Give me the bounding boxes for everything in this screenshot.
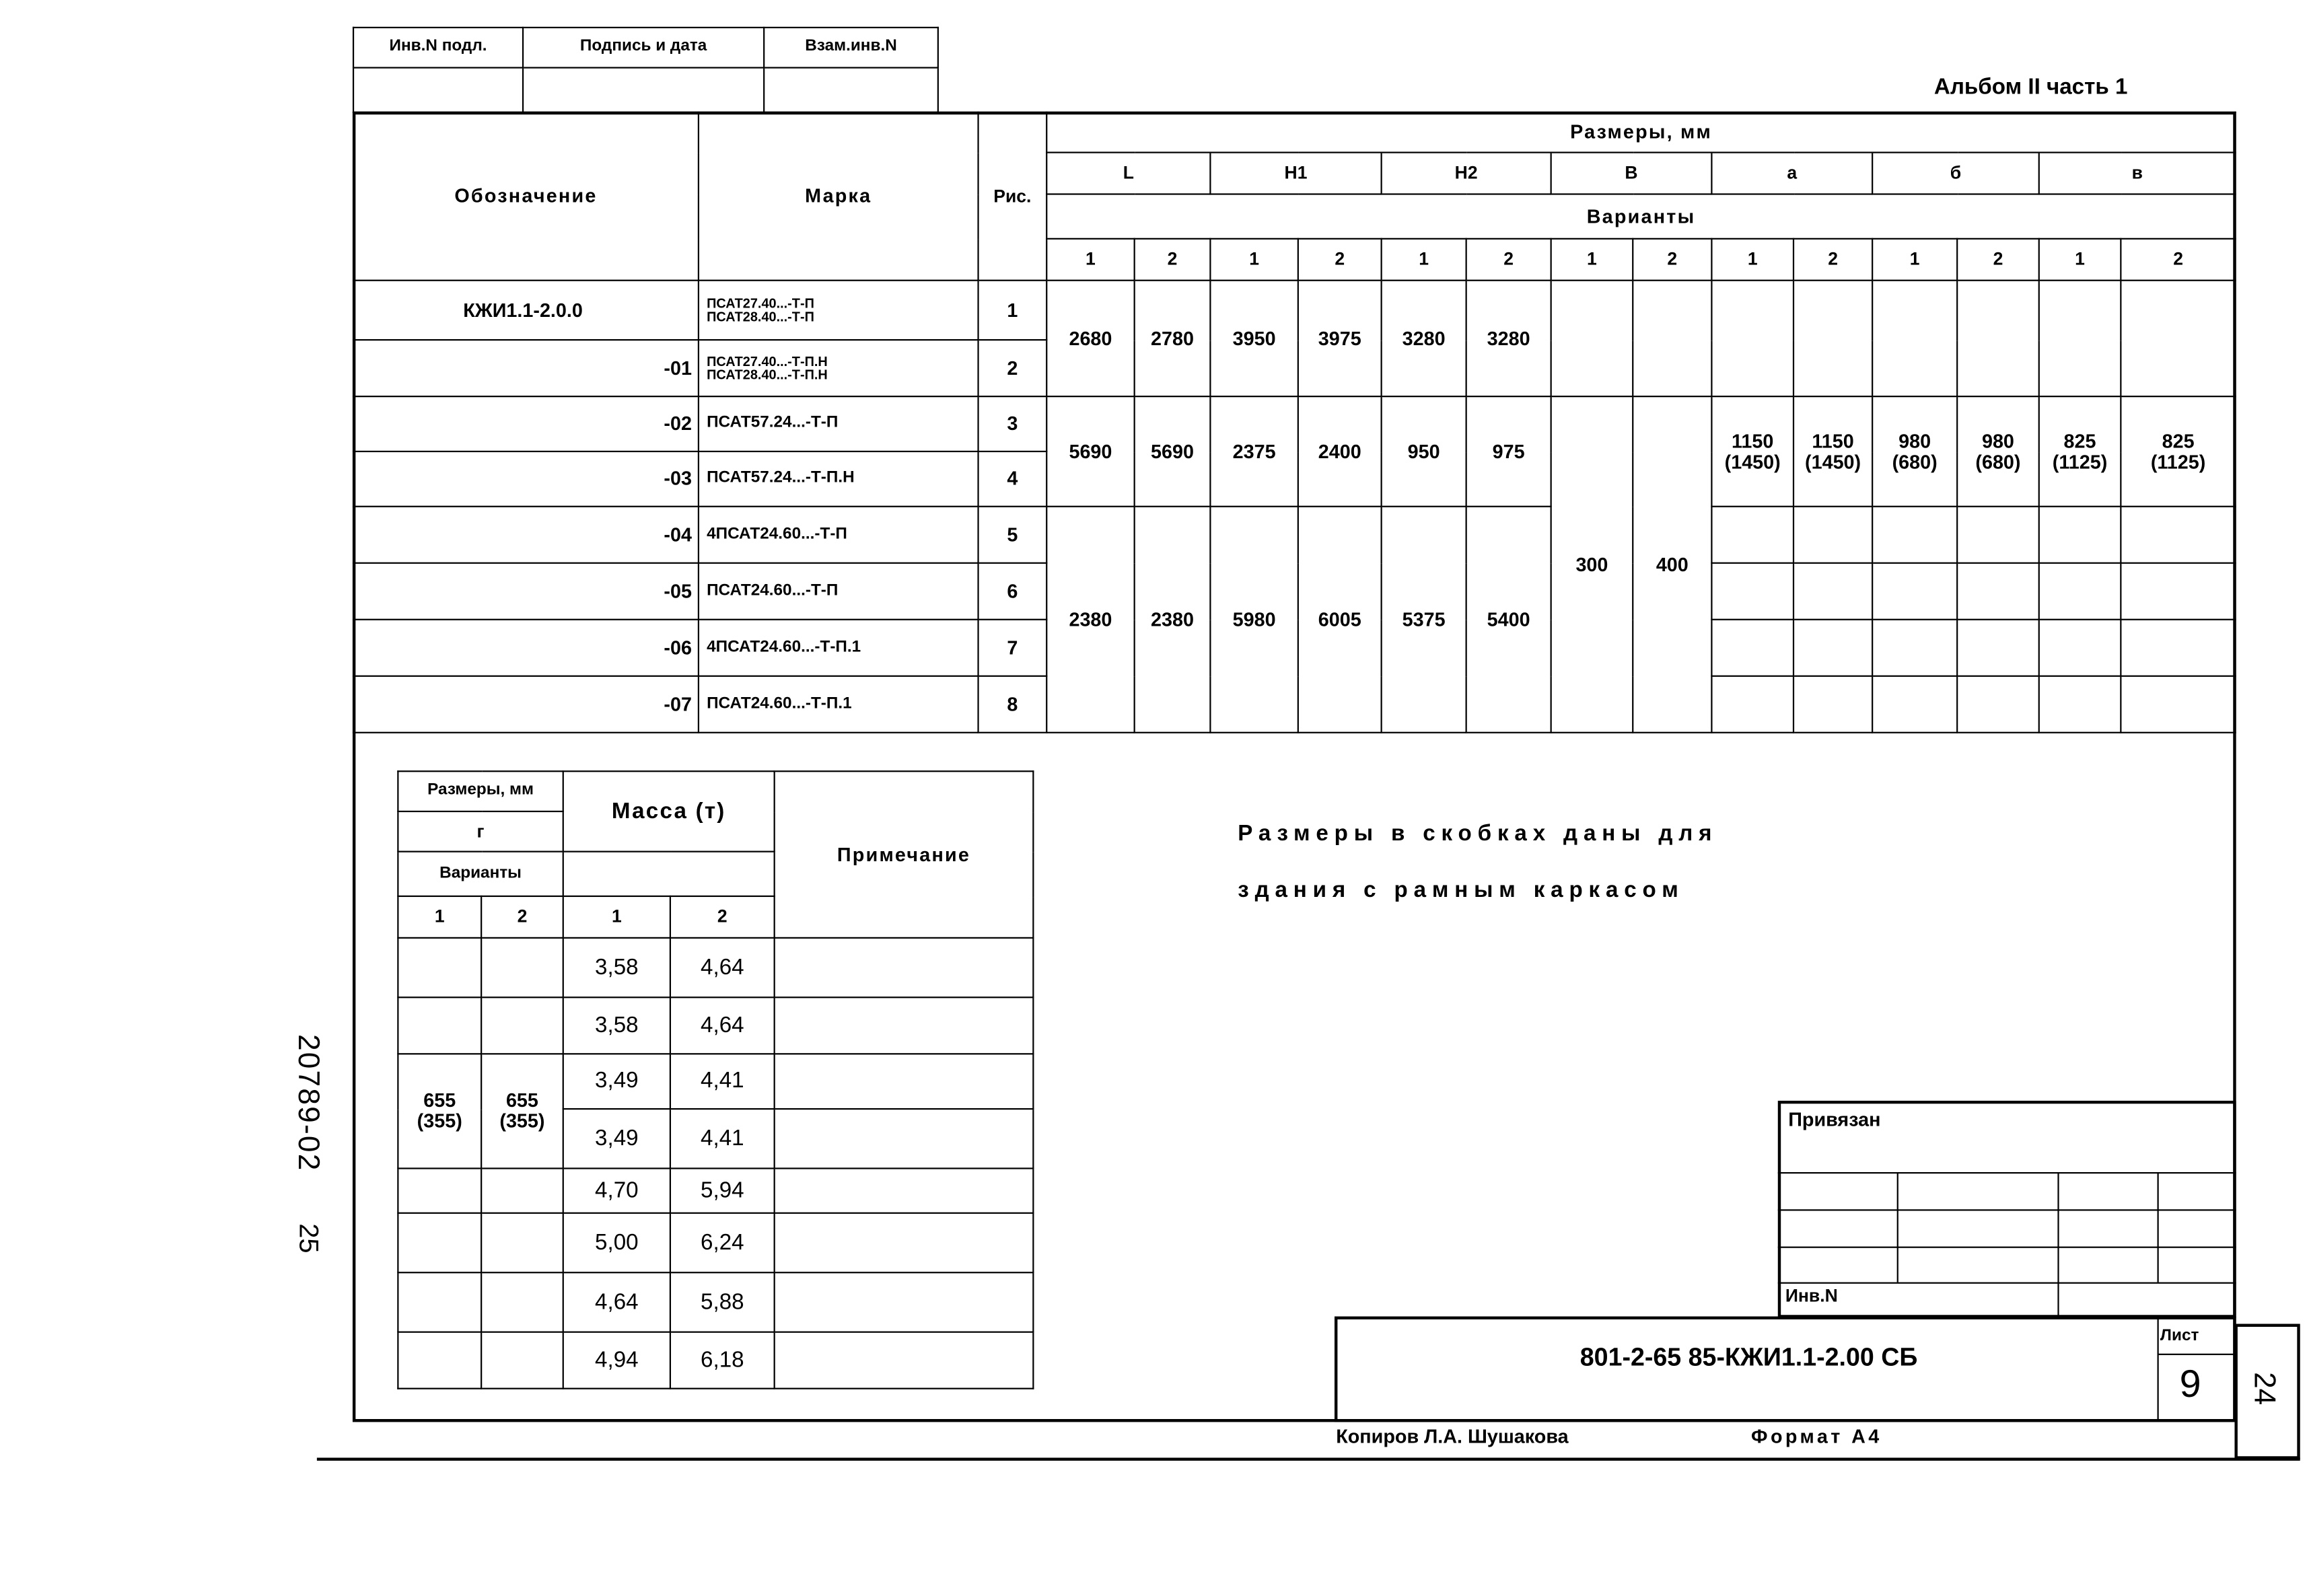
- mark-cell: ПСАТ27.40...-Т-П.Н ПСАТ28.40...-Т-П.Н: [699, 340, 979, 396]
- privyazan-label: Привязан: [1788, 1108, 1881, 1131]
- g-cell: [398, 1272, 481, 1332]
- dimension-value: 3975: [1298, 281, 1382, 396]
- header-designation: Обозначение: [353, 112, 699, 281]
- header-sizes: Размеры, мм: [1046, 112, 2236, 153]
- header-variant-num: 1: [1872, 239, 1957, 281]
- header-variant-num: 2: [1135, 239, 1211, 281]
- stamp-cell: [764, 68, 938, 112]
- abv-cell: [2121, 563, 2236, 620]
- note-cell: [775, 1272, 1034, 1332]
- album-label: Альбом II часть 1: [1933, 74, 2128, 100]
- fig-cell: 8: [979, 676, 1047, 733]
- header-mark: Марка: [699, 112, 979, 281]
- abv-cell: [1957, 507, 2039, 563]
- header-variant-num: 1: [1382, 239, 1466, 281]
- page-number: 24: [2247, 1372, 2281, 1406]
- fig-cell: 1: [979, 281, 1047, 340]
- note-cell: [775, 1054, 1034, 1109]
- mass-value: 4,64: [670, 997, 775, 1054]
- header-dim: г: [398, 811, 563, 852]
- header-variant-num: 2: [670, 896, 775, 938]
- designation-cell: -05: [353, 563, 699, 620]
- dimension-value: 950: [1382, 396, 1466, 507]
- designation-cell: -02: [353, 396, 699, 451]
- stamp-podpis-data: Подпись и дата: [523, 28, 764, 68]
- fig-cell: 4: [979, 451, 1047, 507]
- g-cell: [481, 938, 563, 997]
- mass-blank: [563, 852, 775, 896]
- mass-table: [397, 770, 1034, 1389]
- abv-cell: [2121, 507, 2236, 563]
- note-cell: [775, 1109, 1034, 1168]
- mark-cell: ПСАТ57.24...-Т-П.Н: [699, 451, 979, 507]
- header-variant-num: 2: [1633, 239, 1711, 281]
- mass-value: 6,18: [670, 1332, 775, 1389]
- dimension-value: 975: [1466, 396, 1551, 507]
- abv-value: 825 (1125): [2121, 396, 2236, 507]
- mass-value: 4,94: [563, 1332, 670, 1389]
- mark-cell: ПСАТ27.40...-Т-П ПСАТ28.40...-Т-П: [699, 281, 979, 340]
- note-cell: [775, 1213, 1034, 1272]
- dimension-value: 5375: [1382, 507, 1466, 733]
- abv-cell: [2039, 507, 2121, 563]
- header-variant-num: 2: [481, 896, 563, 938]
- abv-value: 1150 (1450): [1711, 396, 1793, 507]
- abv-cell: [2039, 620, 2121, 676]
- mark-cell: ПСАТ24.60...-Т-П: [699, 563, 979, 620]
- g-value: 655 (355): [481, 1054, 563, 1168]
- header-dim: B: [1551, 153, 1712, 194]
- mark-cell: ПСАТ57.24...-Т-П: [699, 396, 979, 451]
- header-dim: H2: [1382, 153, 1551, 194]
- g-cell: [398, 997, 481, 1054]
- abv-cell: [1872, 507, 1957, 563]
- designation-cell: -03: [353, 451, 699, 507]
- g-cell: [398, 1332, 481, 1389]
- b-cell: [1551, 281, 1633, 396]
- header-sizes: Размеры, мм: [398, 771, 563, 811]
- abv-cell: [1872, 563, 1957, 620]
- abv-cell: [1711, 620, 1793, 676]
- g-value: 655 (355): [398, 1054, 481, 1168]
- mass-value: 3,58: [563, 997, 670, 1054]
- copier-label: Копиров Л.А. Шушакова: [1336, 1424, 1569, 1448]
- dimension-value: 2780: [1135, 281, 1211, 396]
- header-variant-num: 2: [2121, 239, 2236, 281]
- abv-cell: [1793, 507, 1872, 563]
- main-table: [353, 112, 2236, 733]
- format-label: Формат А4: [1750, 1424, 1882, 1448]
- stamp-cell: [353, 68, 523, 112]
- header-dim: L: [1046, 153, 1210, 194]
- header-dim: а: [1711, 153, 1872, 194]
- abv-cell: [1793, 563, 1872, 620]
- header-variant-num: 1: [2039, 239, 2121, 281]
- abv-value: 1150 (1450): [1793, 396, 1872, 507]
- abv-cell: [2121, 281, 2236, 396]
- abv-value: 980 (680): [1957, 396, 2039, 507]
- header-mass: Масса (т): [563, 771, 775, 851]
- mass-value: 5,00: [563, 1213, 670, 1272]
- fig-cell: 5: [979, 507, 1047, 563]
- mass-value: 3,49: [563, 1054, 670, 1109]
- abv-value: 825 (1125): [2039, 396, 2121, 507]
- note-cell: [775, 938, 1034, 997]
- note-cell: [775, 1332, 1034, 1389]
- stamp-inv-podl: Инв.N подл.: [353, 28, 523, 68]
- abv-cell: [1711, 507, 1793, 563]
- mark-cell: ПСАТ24.60...-Т-П.1: [699, 676, 979, 733]
- abv-cell: [1793, 676, 1872, 733]
- side-inventory-number: 20789-02: [291, 1033, 324, 1172]
- abv-cell: [1711, 563, 1793, 620]
- stamp-cell: [523, 68, 764, 112]
- abv-cell: [1957, 620, 2039, 676]
- header-variant-num: 1: [1711, 239, 1793, 281]
- dimension-value: 6005: [1298, 507, 1382, 733]
- top-stamp: [353, 27, 939, 113]
- designation-cell: -06: [353, 620, 699, 676]
- note-cell: [775, 997, 1034, 1054]
- header-variant-num: 1: [1210, 239, 1298, 281]
- header-variant-num: 1: [563, 896, 670, 938]
- side-sub-number: 25: [293, 1223, 324, 1254]
- mass-value: 4,64: [670, 938, 775, 997]
- header-variant-num: 1: [398, 896, 481, 938]
- designation-cell: -07: [353, 676, 699, 733]
- b-value: 400: [1633, 396, 1711, 733]
- fig-cell: 6: [979, 563, 1047, 620]
- header-variant-num: 2: [1793, 239, 1872, 281]
- mass-value: 6,24: [670, 1213, 775, 1272]
- abv-cell: [2039, 281, 2121, 396]
- dimension-value: 3950: [1210, 281, 1298, 396]
- mass-value: 4,41: [670, 1109, 775, 1168]
- g-cell: [398, 938, 481, 997]
- header-note: Примечание: [775, 771, 1034, 938]
- dimension-value: 2375: [1210, 396, 1298, 507]
- sheet-label: Лист: [2160, 1326, 2199, 1345]
- mark-cell: 4ПСАТ24.60...-Т-П.1: [699, 620, 979, 676]
- header-variant-num: 1: [1046, 239, 1134, 281]
- fig-cell: 2: [979, 340, 1047, 396]
- g-cell: [398, 1213, 481, 1272]
- fig-cell: 7: [979, 620, 1047, 676]
- abv-cell: [2039, 676, 2121, 733]
- document-code: 801-2-65 85-КЖИ1.1-2.00 СБ: [1579, 1343, 1918, 1372]
- dimension-value: 2380: [1135, 507, 1211, 733]
- designation-cell: КЖИ1.1-2.0.0: [353, 281, 699, 340]
- mass-value: 4,70: [563, 1169, 670, 1213]
- header-dim: б: [1872, 153, 2039, 194]
- sheet-number: 9: [2179, 1361, 2201, 1406]
- dimension-value: 5400: [1466, 507, 1551, 733]
- mass-value: 3,49: [563, 1109, 670, 1168]
- dimension-value: 2400: [1298, 396, 1382, 507]
- dimension-value: 3280: [1466, 281, 1551, 396]
- abv-cell: [2121, 620, 2236, 676]
- abv-cell: [1872, 620, 1957, 676]
- dimension-value: 2380: [1046, 507, 1134, 733]
- note-line-1: Размеры в скобках даны для: [1238, 821, 1718, 846]
- abv-cell: [1711, 676, 1793, 733]
- abv-cell: [2121, 676, 2236, 733]
- mass-value: 3,58: [563, 938, 670, 997]
- header-variant-num: 2: [1466, 239, 1551, 281]
- dimension-value: 5690: [1135, 396, 1211, 507]
- header-dim: в: [2039, 153, 2236, 194]
- note-cell: [775, 1169, 1034, 1213]
- stamp-vzam-inv: Взам.инв.N: [764, 28, 938, 68]
- designation-cell: -04: [353, 507, 699, 563]
- designation-cell: -01: [353, 340, 699, 396]
- mass-value: 5,94: [670, 1169, 775, 1213]
- g-cell: [481, 1213, 563, 1272]
- header-variants: Варианты: [1046, 194, 2236, 238]
- abv-cell: [1872, 676, 1957, 733]
- abv-cell: [1793, 281, 1872, 396]
- mass-value: 4,64: [563, 1272, 670, 1332]
- g-cell: [481, 1272, 563, 1332]
- g-cell: [481, 1169, 563, 1213]
- header-variants: Варианты: [398, 852, 563, 896]
- header-dim: H1: [1210, 153, 1381, 194]
- note-line-2: здания с рамным каркасом: [1238, 877, 1684, 903]
- mass-value: 4,41: [670, 1054, 775, 1109]
- dimension-value: 2680: [1046, 281, 1134, 396]
- abv-cell: [2039, 563, 2121, 620]
- g-cell: [481, 997, 563, 1054]
- dimension-value: 3280: [1382, 281, 1466, 396]
- abv-cell: [1793, 620, 1872, 676]
- abv-cell: [1872, 281, 1957, 396]
- abv-cell: [1957, 676, 2039, 733]
- dimension-value: 5980: [1210, 507, 1298, 733]
- abv-cell: [1711, 281, 1793, 396]
- abv-cell: [1957, 563, 2039, 620]
- b-value: 300: [1551, 396, 1633, 733]
- header-variant-num: 2: [1957, 239, 2039, 281]
- header-fig: Рис.: [979, 112, 1047, 281]
- mass-value: 5,88: [670, 1272, 775, 1332]
- mark-cell: 4ПСАТ24.60...-Т-П: [699, 507, 979, 563]
- header-variant-num: 2: [1298, 239, 1382, 281]
- fig-cell: 3: [979, 396, 1047, 451]
- abv-cell: [1957, 281, 2039, 396]
- g-cell: [481, 1332, 563, 1389]
- dimension-value: 5690: [1046, 396, 1134, 507]
- b-cell: [1633, 281, 1711, 396]
- g-cell: [398, 1169, 481, 1213]
- inv-label: Инв.N: [1785, 1285, 1838, 1306]
- header-variant-num: 1: [1551, 239, 1633, 281]
- abv-value: 980 (680): [1872, 396, 1957, 507]
